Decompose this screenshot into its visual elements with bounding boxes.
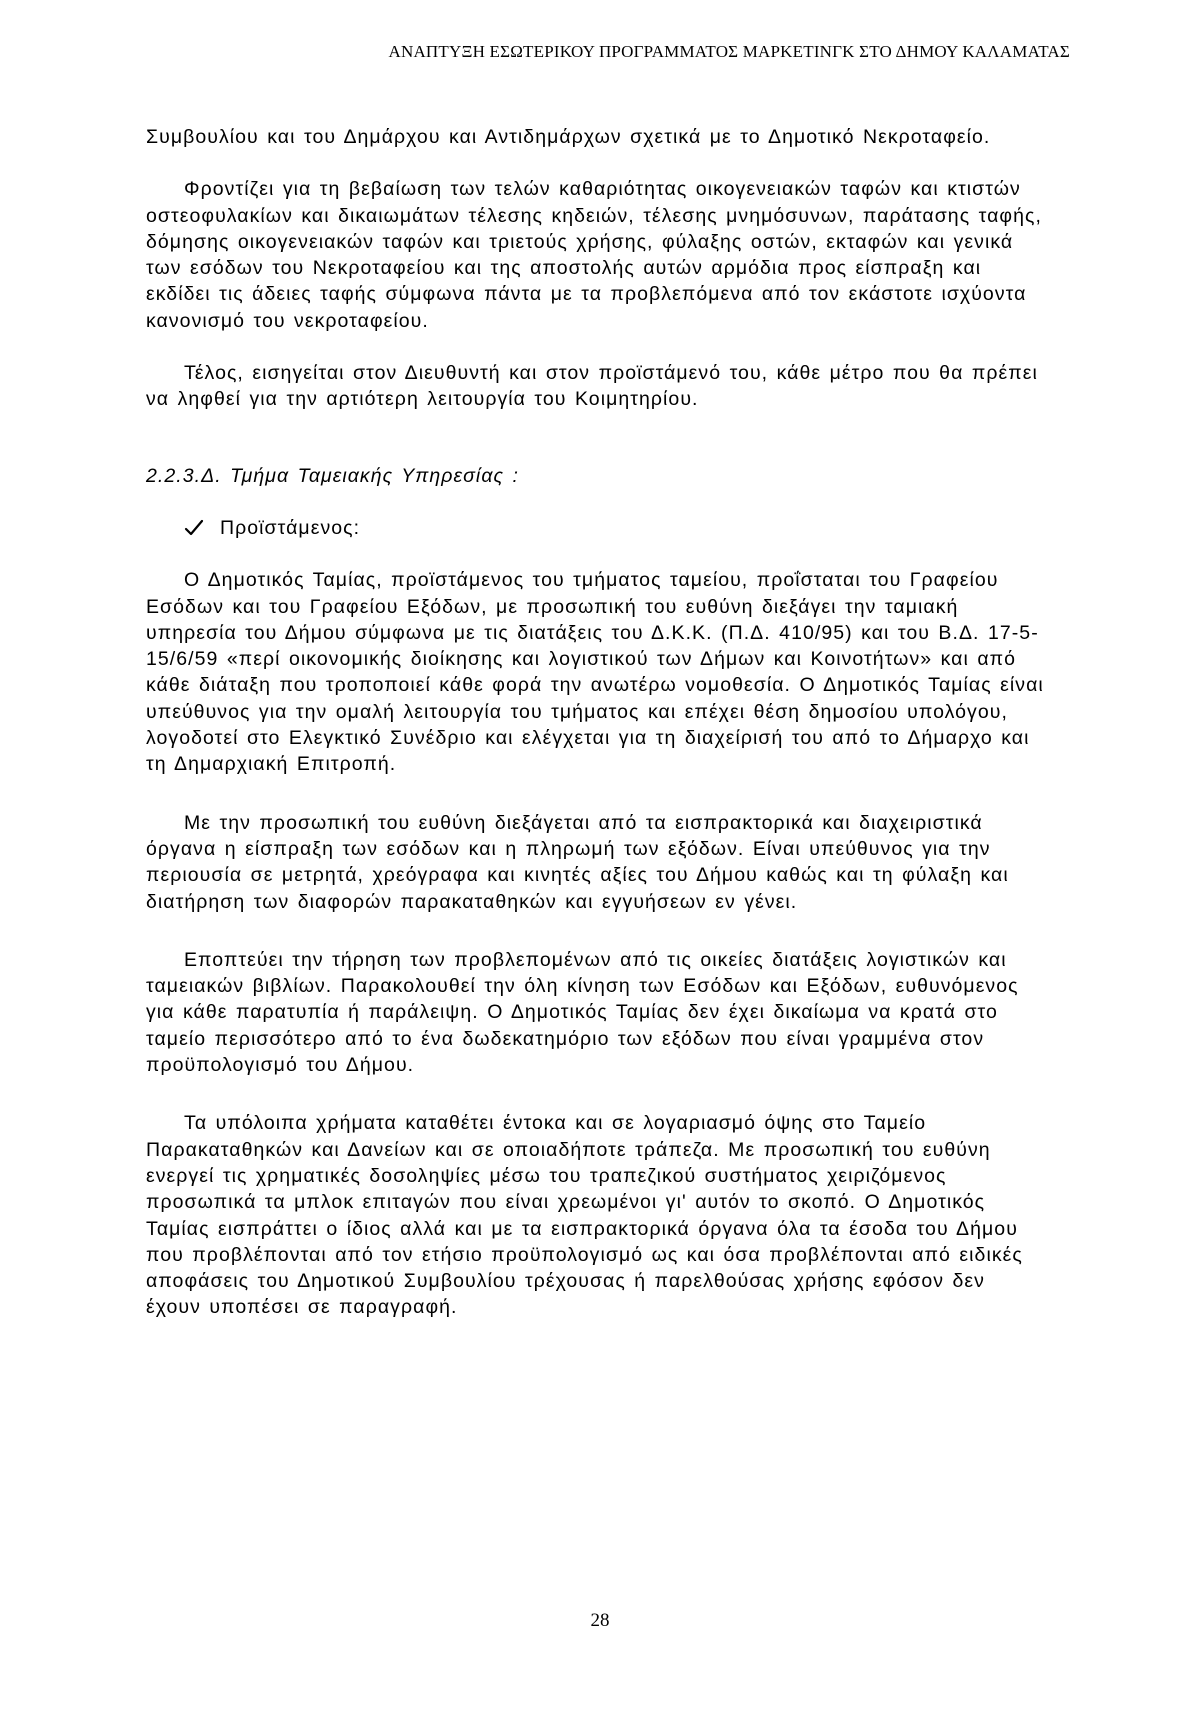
paragraph-supervision: Εποπτεύει την τήρηση των προβλεπομένων από τις οικείες διατάξεις λογιστικών και ταμειακών βιβλίων. Παρακολουθεί την όλη κίνηση των Εσόδων και Εξόδων, ευθυνόμενος για κάθε παρατυπία ή παράλειψη. Ο Δημοτικός Ταμίας δεν έχει δικαίωμα να κρατά στο ταμείο περισσότερο από το ένα δωδεκατημόριο των εξόδων που είναι γραμμένα στον προϋπολογισμό του Δήμου. <box>146 948 1019 1077</box>
paragraph-cemetery-fees: Φροντίζει για τη βεβαίωση των τελών καθαριότητας οικογενειακών ταφών και κτιστών οστεοφυλακίων και δικαιωμάτων τέλεσης κηδειών, τέλεσης μνημόσυνων, παράτασης ταφής, δόμησης οικογενειακών ταφών και τριετούς χρήσης, φύλαξης οστών, εκταφών και γενικά των εσόδων του Νεκροταφείου και της αποστολής αυτών αρμόδια προς είσπραξη και εκδίδει τις άδειες ταφής σύμφωνα πάντα με τα προβλεπόμενα από τον εκάστοτε ισχύοντα κανονισμό του νεκροταφείου. <box>146 178 1042 332</box>
checkmark-icon <box>184 519 210 537</box>
running-header: ΑΝΑΠΤΥΞΗ ΕΣΩΤΕΡΙΚΟΥ ΠΡΟΓΡΑΜΜΑΤΟΣ ΜΑΡΚΕΤΙΝΓΚ ΣΤΟ ΔΗΜΟΥ ΚΑΛΑΜΑΤΑΣ <box>388 42 1070 61</box>
page-number: 28 <box>590 1610 610 1631</box>
document-body <box>146 124 1046 1321</box>
head-of-department-line <box>146 515 1046 541</box>
paragraph-collection-payments: Με την προσωπική του ευθύνη διεξάγεται από τα εισπρακτορικά και διαχειριστικά όργανα η είσπραξη των εσόδων και η πληρωμή των εξόδων. Είναι υπεύθυνος για την περιουσία σε μετρητά, χρεόγραφα και κινητές αξίες του Δήμου καθώς και τη φύλαξη και διατήρηση των διαφορών παρακαταθηκών και εγγυήσεων εν γένει. <box>146 811 1009 913</box>
head-of-department-label: Προϊστάμενος: <box>220 516 361 539</box>
paragraph-treasurer-role: Ο Δημοτικός Ταμίας, προϊστάμενος του τμήματος ταμείου, προΐσταται του Γραφείου Εσόδων και του Γραφείου Εξόδων, με προσωπική του ευθύνη διεξάγει την ταμιακή υπηρεσία του Δήμου σύμφωνα με τις διατάξεις του Δ.Κ.Κ. (Π.Δ. 410/95) και του Β.Δ. 17-5-15/6/59 «περί οικονομικής διοίκησης και λογιστικού των Δήμων και Κοινοτήτων» και από κάθε διάταξη που τροποποιεί κάθε φορά την ανωτέρω νομοθεσία. Ο Δημοτικός Ταμίας είναι υπεύθυνος για την ομαλή λειτουργία του τμήματος και επέχει θέση δημοσίου υπολόγου, λογοδοτεί στο Ελεγκτικό Συνέδριο και ελέγχεται για τη διαχείρισή του από το Δήμαρχο και τη Δημαρχιακή Επιτροπή. <box>146 569 1044 776</box>
paragraph-continuation: Συμβουλίου και του Δημάρχου και Αντιδημάρχων σχετικά με το Δημοτικό Νεκροταφείο. <box>146 126 991 148</box>
paragraph-deposits: Τα υπόλοιπα χρήματα καταθέτει έντοκα και σε λογαριασμό όψης στο Ταμείο Παρακαταθηκών και Δανείων και σε οποιαδήποτε τράπεζα. Με προσωπική του ευθύνη ενεργεί τις χρηματικές δοσοληψίες μέσω του τραπεζικού συστήματος χειριζόμενος προσωπικά τα μπλοκ επιταγών που είναι χρεωμένοι γι' αυτόν το σκοπό. Ο Δημοτικός Ταμίας εισπράττει ο ίδιος αλλά και με τα εισπρακτορικά όργανα όλα τα έσοδα του Δήμου που προβλέπονται από τον ετήσιο προϋπολογισμό ως και όσα προβλέπονται από ειδικές αποφάσεις του Δημοτικού Συμβουλίου τρέχουσας ή παρελθούσας χρήσης εφόσον δεν έχουν υποπέσει σε παραγραφή. <box>146 1112 1023 1319</box>
section-heading: 2.2.3.Δ. Τμήμα Ταμειακής Υπηρεσίας : <box>146 464 519 487</box>
paragraph-cemetery-proposals: Τέλος, εισηγείται στον Διευθυντή και στον προϊστάμενό του, κάθε μέτρο που θα πρέπει να ληφθεί για την αρτιότερη λειτουργία του Κοιμητηρίου. <box>146 362 1038 411</box>
